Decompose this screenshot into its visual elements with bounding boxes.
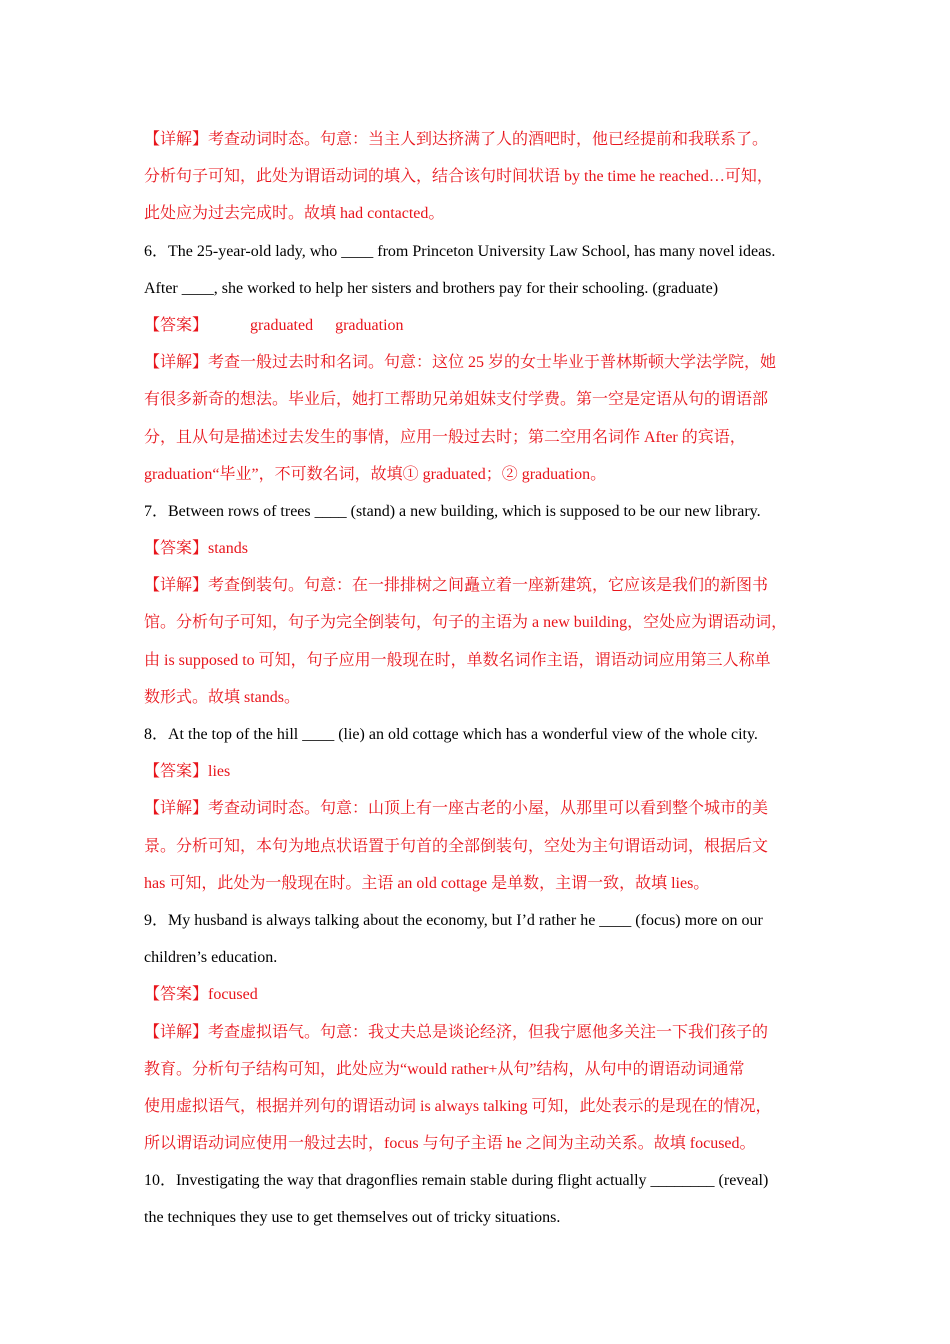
question-9-line: children’s education. bbox=[144, 949, 278, 967]
question-7-line: 7．Between rows of trees ____ (stand) a new building, which is supposed to be our new library. bbox=[144, 502, 761, 520]
question-9-line: 9．My husband is always talking about the economy, but I’d rather he ____ (focus) more on our bbox=[144, 911, 763, 929]
explanation-line: 教育。分析句子结构可知，此处应为“would rather+从句”结构，从句中的谓语动词通常 bbox=[144, 1060, 745, 1078]
answer-line bbox=[144, 307, 812, 344]
explanation-line: 景。分析可知，本句为地点状语置于句首的全部倒装句，空处为主句谓语动词，根据后文 bbox=[144, 837, 769, 855]
question-10-line: the techniques they use to get themselves out of tricky situations. bbox=[144, 1209, 561, 1227]
explanation-line: 【详解】考查倒装句。句意：在一排排树之间矗立着一座新建筑，它应该是我们的新图书 bbox=[144, 577, 769, 595]
explanation-line: 【详解】考查动词时态。句意：当主人到达挤满了人的酒吧时，他已经提前和我联系了。 bbox=[144, 131, 769, 148]
explanation-line: 使用虚拟语气，根据并列句的谓语动词 is always talking 可知，此处表示的是现在的情况， bbox=[144, 1097, 772, 1115]
explanation-line: 数形式。故填 stands。 bbox=[144, 688, 301, 706]
explanation-line: graduation“毕业”，不可数名词，故填① graduated；② graduation。 bbox=[144, 465, 607, 483]
answer-value: graduation bbox=[335, 316, 404, 334]
explanation-line: has 可知，此处为一般现在时。主语 an old cottage 是单数，主谓一致，故填 lies。 bbox=[144, 874, 710, 892]
explanation-line: 此处应为过去完成时。故填 had contacted。 bbox=[144, 205, 445, 223]
answer-line: 【答案】focused bbox=[144, 986, 258, 1004]
explanation-line: 由 is supposed to 可知，句子应用一般现在时，单数名词作主语，谓语动词应用第三人称单 bbox=[144, 651, 771, 669]
explanation-line: 分，且从句是描述过去发生的事情，应用一般过去时；第二空用名词作 After 的宾语， bbox=[144, 428, 746, 446]
question-6-line: 6．The 25-year-old lady, who ____ from Princeton University Law School, has many novel ideas. bbox=[144, 242, 776, 260]
document-page bbox=[144, 121, 812, 1237]
answer-line: 【答案】stands bbox=[144, 540, 249, 558]
explanation-line: 有很多新奇的想法。毕业后，她打工帮助兄弟姐妹支付学费。第一空是定语从句的谓语部 bbox=[144, 391, 769, 409]
explanation-line: 【详解】考查动词时态。句意：山顶上有一座古老的小屋，从那里可以看到整个城市的美 bbox=[144, 800, 769, 818]
explanation-line: 馆。分析句子可知，句子为完全倒装句，句子的主语为 a new building，空处应为谓语动词， bbox=[144, 614, 788, 632]
question-8-line: 8．At the top of the hill ____ (lie) an old cottage which has a wonderful view of the whole city. bbox=[144, 726, 758, 743]
explanation-line: 【详解】考查一般过去时和名词。句意：这位 25 岁的女士毕业于普林斯顿大学法学院，她 bbox=[144, 354, 777, 372]
answer-value: graduated bbox=[250, 316, 314, 334]
question-10-line: 10．Investigating the way that dragonflies remain stable during flight actually ________ (reveal) bbox=[144, 1172, 769, 1190]
answer-label: 【答案】 bbox=[144, 316, 209, 334]
explanation-line: 分析句子可知，此处为谓语动词的填入，结合该句时间状语 by the time he reached…可知， bbox=[144, 168, 773, 186]
question-6-line: After ____, she worked to help her sisters and brothers pay for their schooling. (graduate) bbox=[144, 279, 719, 297]
answer-line: 【答案】lies bbox=[144, 763, 231, 781]
explanation-line: 【详解】考查虚拟语气。句意：我丈夫总是谈论经济，但我宁愿他多关注一下我们孩子的 bbox=[144, 1023, 769, 1041]
explanation-line: 所以谓语动词应使用一般过去时，focus 与句子主语 he 之间为主动关系。故填 focused。 bbox=[144, 1135, 756, 1153]
